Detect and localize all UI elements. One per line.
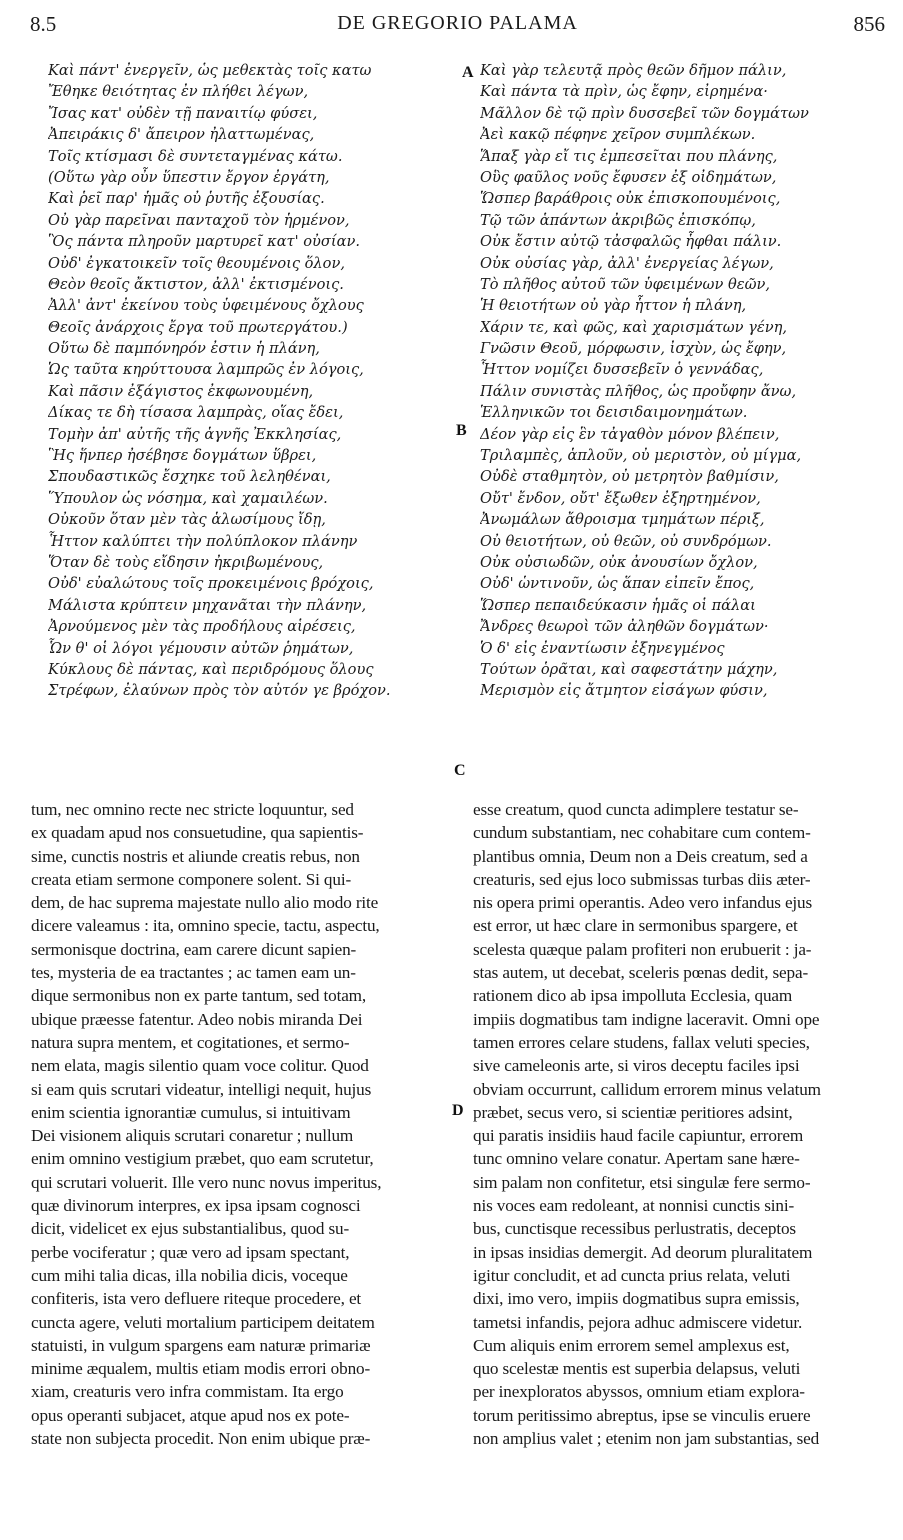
prose-line: tametsi infandis, pejora adhuc admiscere videtur. bbox=[473, 1312, 803, 1332]
verse-line: Ἑλληνικῶν τοι δεισιδαιμονημάτων. bbox=[480, 404, 748, 422]
prose-line: nis opera primi operantis. Adeo vero infandus ejus bbox=[473, 893, 813, 913]
verse-line: Τῷ τῶν ἁπάντων ἀκριβῶς ἐπισκόπῳ, bbox=[480, 211, 756, 229]
verse-line: Ἣς ἥνπερ ἠσέβησε δογμάτων ὕβρει, bbox=[48, 447, 317, 465]
verse-line: Καὶ γὰρ τελευτᾷ πρὸς θεῶν δῆμον πάλιν, bbox=[480, 62, 787, 79]
verse-line: Ὕπουλον ὡς νόσημα, καὶ χαμαιλέων. bbox=[48, 489, 328, 507]
verse-line: Τούτων ὁρᾶται, καὶ σαφεστάτην μάχην, bbox=[480, 660, 778, 678]
prose-line: natura supra mentem, et cogitationes, et sermo- bbox=[31, 1032, 350, 1052]
verse-line: Οὐδ' ἐγκατοικεῖν τοῖς θεουμένοις ὅλον, bbox=[48, 254, 345, 272]
greek-verse-left-column bbox=[48, 60, 458, 702]
prose-line: opus operanti subjacet, atque apud nos ex pote- bbox=[31, 1405, 350, 1425]
prose-line: Dei visionem aliquis scrutari conaretur ; nullum bbox=[31, 1126, 354, 1146]
prose-line: dique sermonibus non ex parte tantum, sed totam, bbox=[31, 986, 367, 1006]
prose-line: bus, cunctisque recessibus perlustratis, deceptos bbox=[473, 1219, 796, 1239]
verse-line: (Οὕτω γὰρ οὖν ὕπεστιν ἔργον ἐργάτη, bbox=[48, 168, 330, 186]
verse-line: Ἀπειράκις δ' ἄπειρον ἠλαττωμένας, bbox=[48, 126, 315, 144]
verse-line: Οὐκ ἔστιν αὐτῷ τἀσφαλῶς ἧφθαι πάλιν. bbox=[480, 233, 782, 251]
page-header bbox=[30, 8, 885, 44]
prose-line: dixi, imo vero, impiis dogmatibus supra emissis, bbox=[473, 1289, 800, 1309]
verse-line: Πάλιν συνιστὰς πλῆθος, ὡς προὔφην ἄνω, bbox=[480, 382, 797, 400]
verse-line: Οὐδ' εὐαλώτους τοῖς προκειμένοις βρόχοις, bbox=[48, 575, 374, 593]
prose-line: xiam, creaturis vero infra commistam. Ita ergo bbox=[31, 1382, 344, 1402]
verse-line: Ὃς πάντα πληροῦν μαρτυρεῖ κατ' οὐσίαν. bbox=[48, 233, 360, 251]
verse-line: Οὓς φαῦλος νοῦς ἔφυσεν ἐξ οἰδημάτων, bbox=[480, 168, 777, 186]
verse-line: Ἀλλ' ἀντ' ἐκείνου τοὺς ὑφειμένους ὄχλους bbox=[48, 297, 364, 315]
prose-line: cum mihi talia dicas, illa nobilia dicis, voceque bbox=[31, 1265, 348, 1285]
verse-line: Οὐκ οὐσιωδῶν, οὐκ ἀνουσίων ὄχλον, bbox=[480, 553, 758, 571]
prose-line: nem elata, magis silentio quam voce colitur. Quod bbox=[31, 1056, 369, 1076]
prose-line: sermonisque doctrina, eam carere dicunt sapien- bbox=[31, 939, 357, 959]
prose-line: plantibus omnia, Deum non a Deis creatum, sed a bbox=[473, 846, 808, 866]
verse-line: Γνῶσιν Θεοῦ, μόρφωσιν, ἰσχὺν, ὡς ἔφην, bbox=[480, 340, 787, 358]
verse-line: Δίκας τε δὴ τίσασα λαμπρὰς, οἵας ἔδει, bbox=[48, 404, 344, 422]
verse-line: Ὁ δ' εἰς ἐναντίωσιν ἐξηνεγμένος bbox=[480, 639, 725, 657]
verse-line: Μάλιστα κρύπτειν μηχανᾶται τὴν πλάνην, bbox=[48, 596, 367, 614]
prose-line: est error, ut hæc clare in sermonibus spargere, et bbox=[473, 916, 798, 936]
prose-line: præbet, secus vero, si scientiæ peritiores adsint, bbox=[473, 1102, 793, 1122]
prose-line: creata etiam sermone componere solent. Si qui- bbox=[31, 869, 352, 889]
verse-line: Ὅταν δὲ τοὺς εἴδησιν ἠκριβωμένους, bbox=[48, 553, 324, 571]
prose-line: enim omnino vestigium præbet, quo eam scrutetur, bbox=[31, 1149, 374, 1169]
verse-line: Οὐ θειοτήτων, οὐ θεῶν, οὐ συνδρόμων. bbox=[480, 532, 772, 550]
verse-line: Ἔθηκε θειότητας ἐν πλήθει λέγων, bbox=[48, 83, 309, 101]
verse-line: Καὶ πάντ' ἐνεργεῖν, ὡς μεθεκτὰς τοῖς κατω bbox=[48, 62, 372, 79]
margin-marker-c: C bbox=[454, 762, 466, 779]
prose-line: perbe vociferatur ; quæ vero ad ipsam spectant, bbox=[31, 1242, 350, 1262]
verse-line: Θεὸν θεοῖς ἄκτιστον, ἀλλ' ἐκτισμένοις. bbox=[48, 275, 344, 293]
verse-line: Ἡ θειοτήτων οὐ γὰρ ἧττον ἡ πλάνη, bbox=[480, 297, 747, 315]
margin-marker-d: D bbox=[452, 1102, 464, 1119]
verse-line: Ἀνωμάλων ἄθροισμα τμημάτων πέριξ, bbox=[480, 511, 765, 529]
verse-line: Κύκλους δὲ πάντας, καὶ περιδρόμους ὅλους bbox=[48, 660, 374, 678]
verse-line: Καὶ ῥεῖ παρ' ἡμᾶς οὐ ῥυτῆς ἐξουσίας. bbox=[48, 190, 325, 208]
prose-line: qui scrutari voluerit. Ille vero nunc novus imperitus, bbox=[31, 1172, 382, 1192]
prose-line: tum, nec omnino recte nec stricte loquuntur, sed bbox=[31, 800, 354, 819]
page-number-left: 8.5 bbox=[30, 12, 57, 36]
prose-line: obviam occurrunt, callidum errorem minus velatum bbox=[473, 1079, 821, 1099]
verse-line: Ἧττον νομίζει δυσσεβεῖν ὁ γεννάδας, bbox=[480, 361, 764, 379]
verse-line: Ὧν θ' οἱ λόγοι γέμουσιν αὐτῶν ῥημάτων, bbox=[48, 639, 354, 657]
page-number-right: 856 bbox=[853, 12, 885, 36]
prose-line: dicit, videlicet ex ejus substantialibus, quod su- bbox=[31, 1219, 350, 1239]
prose-line: dem, de hac suprema majestate nullo alio modo rite bbox=[31, 893, 379, 913]
verse-line: Μᾶλλον δὲ τῷ πρὶν δυσσεβεῖ τῶν δογμάτων bbox=[480, 104, 809, 122]
verse-line: Ὥσπερ πεπαιδεύκασιν ἡμᾶς οἱ πάλαι bbox=[480, 596, 756, 614]
verse-line: Οὕτω δὲ παμπόνηρόν ἐστιν ἡ πλάνη, bbox=[48, 340, 320, 358]
verse-line: Ἧττον καλύπτει τὴν πολύπλοκον πλάνην bbox=[48, 532, 358, 550]
margin-marker-b: B bbox=[456, 422, 467, 439]
prose-line: cundum substantiam, nec cohabitare cum contem- bbox=[473, 823, 811, 843]
prose-line: sime, cunctis nostris et aliunde creatis rebus, non bbox=[31, 846, 360, 866]
prose-line: confiteris, ista vero defluere riteque procedere, et bbox=[31, 1289, 362, 1309]
prose-line: creaturis, sed ejus loco submissas turbas diis æter- bbox=[473, 869, 811, 889]
prose-line: impiis dogmatibus tam indigne laceravit. Omni ope bbox=[473, 1009, 820, 1029]
verse-line: Ἄνδρες θεωροὶ τῶν ἀληθῶν δογμάτων· bbox=[480, 618, 769, 636]
verse-line: Οὔτ' ἔνδον, οὔτ' ἔξωθεν ἐξηρτημένον, bbox=[480, 489, 761, 507]
prose-line: Cum aliquis enim errorem semel amplexus est, bbox=[473, 1335, 790, 1355]
prose-line: nis voces eam redoleant, at nonnisi cunctis sini- bbox=[473, 1196, 795, 1216]
verse-line: Τομὴν ἀπ' αὐτῆς τῆς ἁγνῆς Ἐκκλησίας, bbox=[48, 425, 342, 443]
greek-verse-right-column bbox=[480, 60, 880, 702]
verse-line: Χάριν τε, καὶ φῶς, καὶ χαρισμάτων γένη, bbox=[480, 318, 787, 336]
margin-marker-a: A bbox=[462, 64, 474, 81]
prose-line: quæ divinorum interpres, ex ipsa ipsam cognosci bbox=[31, 1196, 361, 1216]
prose-line: statuisti, in vulgum spargens eam naturæ primariæ bbox=[31, 1335, 371, 1355]
verse-line: Οὐ γὰρ παρεῖναι πανταχοῦ τὸν ἡρμένον, bbox=[48, 211, 350, 229]
prose-line: ubique præesse fatentur. Adeo nobis miranda Dei bbox=[31, 1009, 363, 1029]
prose-line: stas autem, ut decebat, sceleris pœnas dedit, sepa- bbox=[473, 963, 809, 983]
prose-line: minime æqualem, multis etiam modis errori obno- bbox=[31, 1359, 371, 1379]
prose-line: tunc omnino velare conatur. Apertam sane hære- bbox=[473, 1149, 800, 1169]
prose-line: state non subjecta procedit. Non enim ubique præ- bbox=[31, 1429, 371, 1449]
verse-line: Δέον γὰρ εἰς ἓν τἀγαθὸν μόνον βλέπειν, bbox=[480, 425, 780, 443]
prose-line: enim scientia ignorantiæ cumulus, si intuitivam bbox=[31, 1102, 351, 1122]
verse-line: Ἅπαξ γὰρ εἴ τις ἐμπεσεῖται που πλάνης, bbox=[480, 147, 778, 165]
verse-line: Ἀρνούμενος μὲν τὰς προδήλους αἱρέσεις, bbox=[48, 618, 356, 636]
prose-line: per inexploratos abyssos, omnium etiam explora- bbox=[473, 1382, 805, 1402]
verse-line: Ὥσπερ βαράθροις οὐκ ἐπισκοπουμένοις, bbox=[480, 190, 781, 208]
verse-line: Οὐκοῦν ὅταν μὲν τὰς ἁλωσίμους ἴδῃ, bbox=[48, 511, 326, 529]
verse-line: Μερισμὸν εἰς ἄτμητον εἰσάγων φύσιν, bbox=[480, 682, 768, 700]
prose-line: rationem dico ab ipsa impolluta Ecclesia, quam bbox=[473, 986, 793, 1006]
prose-line: quo scelestæ mentis est superbia delapsus, veluti bbox=[473, 1359, 801, 1379]
verse-line: Καὶ πάντα τὰ πρὶν, ὡς ἔφην, εἰρημένα· bbox=[480, 83, 768, 101]
prose-line: dicere valeamus : ita, omnino specie, tactu, aspectu, bbox=[31, 916, 380, 936]
verse-line: Στρέφων, ἐλαύνων πρὸς τὸν αὐτόν γε βρόχον. bbox=[48, 682, 391, 700]
prose-line: tes, mysteria de ea tractantes ; ac tamen eam un- bbox=[31, 963, 356, 983]
prose-line: sim palam non confitetur, etsi singulæ fere sermo- bbox=[473, 1172, 811, 1192]
prose-line: sive cameleonis arte, si viros deceptu faciles ipsi bbox=[473, 1056, 800, 1076]
verse-line: Οὐδ' ὡντινοῦν, ὡς ἅπαν εἰπεῖν ἔπος, bbox=[480, 575, 755, 593]
verse-line: Ὡς ταῦτα κηρύττουσα λαμπρῶς ἐν λόγοις, bbox=[48, 361, 364, 379]
verse-line: Τὸ πλῆθος αὐτοῦ τῶν ὑφειμένων θεῶν, bbox=[480, 275, 770, 293]
prose-line: torum peritissimo abreptus, ipse se vinculis eruere bbox=[473, 1405, 811, 1425]
prose-line: cuncta agere, veluti mortalium participem deitatem bbox=[31, 1312, 375, 1332]
prose-line: ex quadam apud nos consuetudine, qua sapientis- bbox=[31, 823, 364, 843]
verse-line: Καὶ πᾶσιν ἐξάγιστος ἐκφωνουμένη, bbox=[48, 382, 314, 400]
prose-line: in ipsas insidias demergit. Ad deorum pluralitatem bbox=[473, 1242, 813, 1262]
verse-line: Θεοῖς ἀνάρχοις ἔργα τοῦ πρωτεργάτου.) bbox=[48, 318, 348, 336]
verse-line: Ἴσας κατ' οὐδὲν τῇ παναιτίῳ φύσει, bbox=[48, 104, 318, 122]
prose-line: scelesta quæque palam profiteri non erubuerit : ja- bbox=[473, 939, 812, 959]
verse-line: Τριλαμπὲς, ἁπλοῦν, οὐ μεριστὸν, οὐ μίγμα, bbox=[480, 447, 802, 465]
verse-line: Σπουδαστικῶς ἔσχηκε τοῦ λεληθέναι, bbox=[48, 468, 331, 486]
prose-line: non amplius valet ; etenim non jam substantias, sed bbox=[473, 1429, 820, 1449]
prose-line: esse creatum, quod cuncta adimplere testatur se- bbox=[473, 800, 799, 819]
latin-translation-right-column bbox=[473, 798, 893, 1450]
running-title: DE GREGORIO PALAMA bbox=[337, 12, 578, 34]
prose-line: igitur concludit, et ad cuncta prius relata, veluti bbox=[473, 1265, 791, 1285]
verse-line: Ἀεὶ κακῷ πέφηνε χεῖρον συμπλέκων. bbox=[480, 126, 756, 144]
latin-translation-left-column bbox=[31, 798, 451, 1450]
prose-line: si eam quis scrutari videatur, intelligi nequit, hujus bbox=[31, 1079, 372, 1099]
prose-line: qui paratis insidiis haud facile capiuntur, errorem bbox=[473, 1126, 804, 1146]
verse-line: Οὐδὲ σταθμητὸν, οὐ μετρητὸν βαθμίσιν, bbox=[480, 468, 779, 486]
prose-line: tamen errores celare studens, fallax veluti species, bbox=[473, 1032, 810, 1052]
verse-line: Τοῖς κτίσμασι δὲ συντεταγμένας κάτω. bbox=[48, 147, 343, 165]
verse-line: Οὐκ οὐσίας γὰρ, ἀλλ' ἐνεργείας λέγων, bbox=[480, 254, 774, 272]
